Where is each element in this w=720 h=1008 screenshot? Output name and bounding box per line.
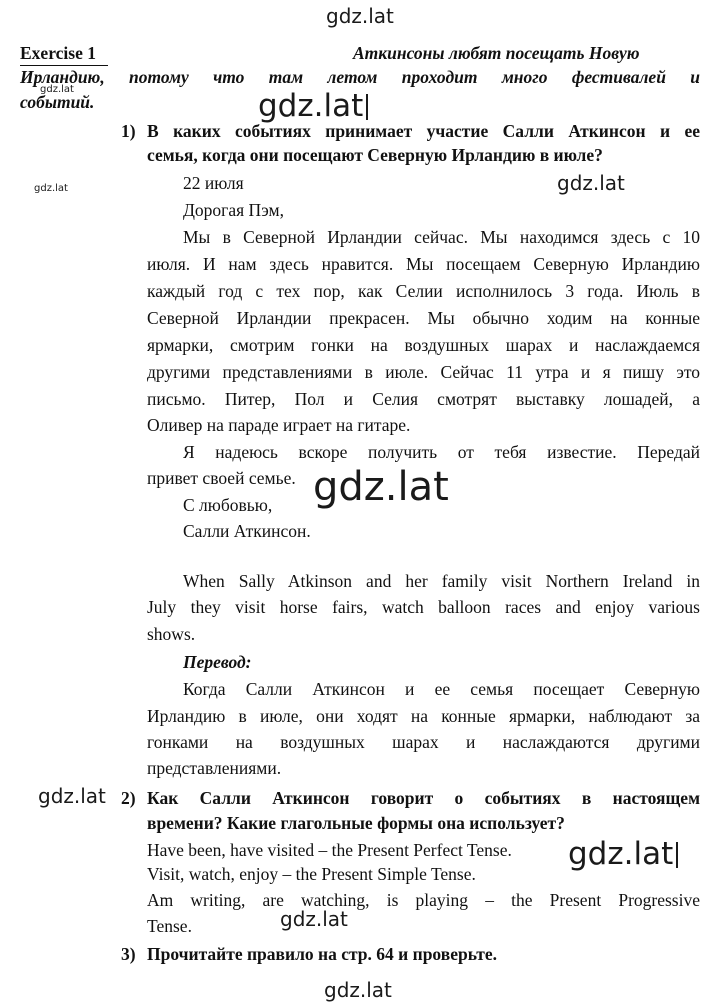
q2-number: 2) <box>121 788 136 808</box>
translation-line: гонками на воздушных шарах и наслаждаются другими <box>147 732 700 752</box>
letter-para1-line: июля. И нам здесь нравится. Мы посещаем Северную Ирландию <box>147 254 700 274</box>
letter-signature: Салли Аткинсон. <box>183 521 311 541</box>
q3-question: Прочитайте правило на стр. 64 и проверьте. <box>147 944 498 964</box>
answer-line: When Sally Atkinson and her family visit Northern Ireland in <box>183 571 700 591</box>
q1-number: 1) <box>121 121 136 141</box>
q2-question-line2: времени? Какие глагольные формы она использует? <box>147 813 565 833</box>
watermark-small-3: gdz.lat <box>280 907 348 931</box>
letter-closing: С любовью, <box>183 495 273 515</box>
q2-answer-line: Have been, have visited – the Present Perfect Tense. <box>147 840 512 860</box>
q2-answer-line: Am writing, are watching, is playing – the Present Progressive <box>147 890 700 910</box>
letter-greeting: Дорогая Пэм, <box>183 200 285 220</box>
translation-line: Когда Салли Аткинсон и ее семья посещает Северную <box>183 679 700 699</box>
letter-para1-line: Северной Ирландии прекрасен. Мы обычно ходим на конные <box>147 308 700 328</box>
letter-para2-line: привет своей семье. <box>147 468 296 488</box>
q3-number: 3) <box>121 944 136 964</box>
q1-question-line2: семья, когда они посещают Северную Ирландию в июле? <box>147 145 603 165</box>
letter-para1-line: другими представлениями в июле. Сейчас 11 утра и я пишу это <box>147 362 700 382</box>
letter-para1-line: ярмарки, смотрим гонки на воздушных шарах и наслаждаемся <box>147 335 700 355</box>
q2-answer-line: Visit, watch, enjoy – the Present Simple Tense. <box>147 864 476 884</box>
letter-para1-line: Оливер на параде играет на гитаре. <box>147 415 411 435</box>
watermark-top: gdz.lat <box>326 4 394 28</box>
q1-question-line1: В каких событиях принимает участие Салли Аткинсон и ее <box>147 121 700 141</box>
answer-line: shows. <box>147 624 196 644</box>
letter-para1-line: письмо. Питер, Пол и Селия смотрят выставку лошадей, а <box>147 389 700 409</box>
answer-line: July they visit horse fairs, watch balloon races and enjoy various <box>147 597 700 617</box>
translation-line: Ирландию в июле, они ходят на конные ярмарки, наблюдают за <box>147 706 700 726</box>
watermark-tiny-2: gdz.lat <box>34 183 68 194</box>
exercise-title-line2: Ирландию, потому что там летом проходит много фестивалей и <box>20 67 700 87</box>
letter-para1-line: каждый год с тех пор, как Селии исполнилось 3 года. Июль в <box>147 281 700 301</box>
watermark-small-2: gdz.lat <box>38 784 106 808</box>
exercise-title-line3: событий. <box>20 92 95 112</box>
q2-question-line1: Как Салли Аткинсон говорит о событиях в настоящем <box>147 788 700 808</box>
translation-label: Перевод: <box>183 652 252 672</box>
q2-answer-line: Tense. <box>147 916 192 936</box>
letter-para1-line: Мы в Северной Ирландии сейчас. Мы находимся здесь с 10 <box>183 227 700 247</box>
watermark-medium-2: gdz.lat <box>568 836 678 872</box>
translation-line: представлениями. <box>147 758 282 778</box>
watermark-bottom: gdz.lat <box>324 978 392 1002</box>
letter-date: 22 июля <box>183 173 244 193</box>
watermark-medium-1: gdz.lat <box>258 88 368 124</box>
exercise-title-line1: Аткинсоны любят посещать Новую <box>353 43 640 63</box>
watermark-tiny-1: gdz.lat <box>40 84 74 95</box>
watermark-small-1: gdz.lat <box>557 171 625 195</box>
watermark-large-1: gdz.lat <box>313 464 449 510</box>
letter-para2-line: Я надеюсь вскоре получить от тебя известие. Передай <box>183 442 700 462</box>
exercise-heading: Exercise 1 <box>20 42 108 66</box>
